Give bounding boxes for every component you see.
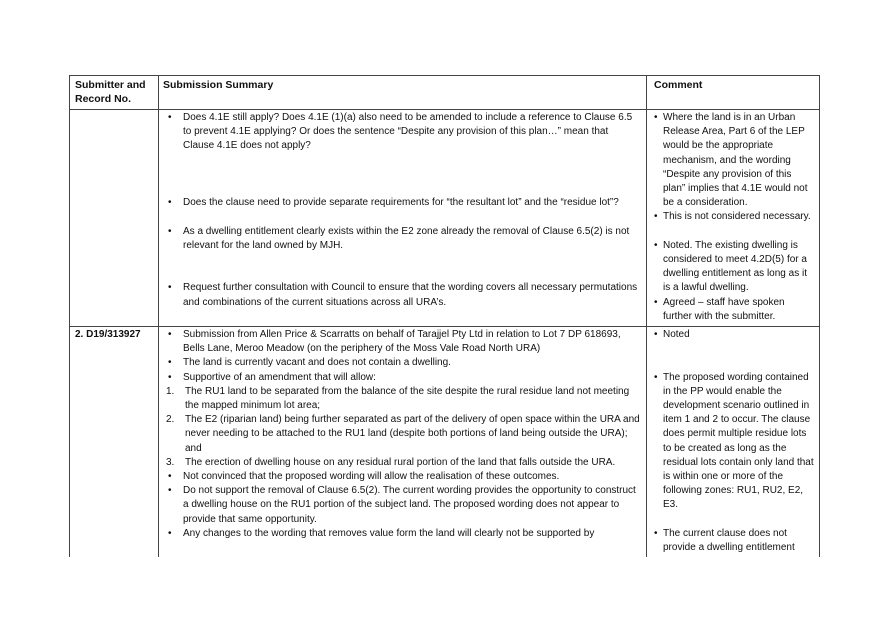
comment-cell <box>647 110 819 326</box>
list-item: • Noted. The existing dwelling is considered to meet 4.2D(5) for a dwelling entitlement as long as it is a lawful dwelling. <box>654 239 815 296</box>
list-item: • Do not support the removal of Clause 6.5(2). The current wording provides the opportunity to construct a dwelling house on the RU1 portion of the subject land. The proposed wording does not appear to provide that same opportunity. <box>163 484 642 527</box>
header-submitter: Submitter and Record No. <box>70 76 159 109</box>
comment-cell <box>647 327 819 557</box>
numbered-item <box>163 456 642 470</box>
numbered-list <box>163 385 642 470</box>
table-row-continued <box>70 110 819 327</box>
numbered-item <box>163 385 642 413</box>
list-item: • Any changes to the wording that removes value form the land will clearly not be supported by <box>163 527 642 541</box>
table-header-row <box>70 76 819 110</box>
submitter-cell-empty <box>70 110 159 326</box>
list-item-text: Supportive of an amendment that will allow: <box>183 371 376 383</box>
list-item: • The land is currently vacant and does not contain a dwelling. <box>163 356 642 370</box>
list-item: • The current clause does not provide a dwelling entitlement <box>654 527 815 555</box>
list-item: • Submission from Allen Price & Scarratts on behalf of Tarajjel Pty Ltd in relation to Lot 7 DP 618693, Bells Lane, Meroo Meadow (on the periphery of the Moss Vale Road North URA) <box>163 328 642 356</box>
list-item: • Does the clause need to provide separate requirements for “the resultant lot” and the “residue lot”? <box>163 196 642 224</box>
list-item: • Request further consultation with Council to ensure that the wording covers all necessary permutations and combinations of the current situations across all URA’s. <box>163 281 642 309</box>
item-text: The RU1 land to be separated from the balance of the site despite the rural residue land not meeting the mapped minimum lot area; <box>185 385 630 411</box>
list-item: • Noted <box>654 328 815 371</box>
list-item: • Where the land is in an Urban Release Area, Part 6 of the LEP would be the appropriate mechanism, and the wording “Despite any provision of this plan” implies that 4.1E would not be a consideration. <box>654 111 815 210</box>
item-number: 1. <box>166 385 175 397</box>
item-text: The erection of dwelling house on any residual rural portion of the land that falls outside the URA. <box>185 456 616 468</box>
item-number: 2. <box>166 414 175 426</box>
list-item: • Not convinced that the proposed wording will allow the realisation of these outcomes. <box>163 470 642 484</box>
submitter-cell: 2. D19/313927 <box>70 327 159 557</box>
list-item: • As a dwelling entitlement clearly exists within the E2 zone already the removal of Clause 6.5(2) is not relevant for the land owned by MJH. <box>163 225 642 282</box>
list-item: • Agreed – staff have spoken further with the submitter. <box>654 296 815 324</box>
list-item: • Does 4.1E still apply? Does 4.1E (1)(a) also need to be amended to include a reference to Clause 6.5 to prevent 4.1E applying? Or does the sentence “Despite any provision of this plan…” mean that Clause 4.1E does not apply? <box>163 111 642 196</box>
item-text: The E2 (riparian land) being further separated as part of the delivery of open space within the URA and never needing to be attached to the RU1 land (despite both portions of land being outside the URA); and <box>185 414 640 454</box>
summary-cell <box>159 327 647 557</box>
table-row-2 <box>70 327 819 557</box>
item-number: 3. <box>166 456 175 468</box>
header-summary: Submission Summary <box>159 76 647 109</box>
numbered-item <box>163 413 642 456</box>
summary-cell <box>159 110 647 326</box>
list-item: • This is not considered necessary. <box>654 210 815 238</box>
list-item: • The proposed wording contained in the PP would enable the development scenario outlined in item 1 and 2 to occur. The clause does permit multiple residue lots to be created as long as the residual lots contain only land that is within one or more of the following zones: RU1, RU2, E2, E3. <box>654 371 815 527</box>
submissions-table <box>69 75 820 557</box>
header-comment: Comment <box>654 79 703 91</box>
list-item <box>163 371 642 470</box>
